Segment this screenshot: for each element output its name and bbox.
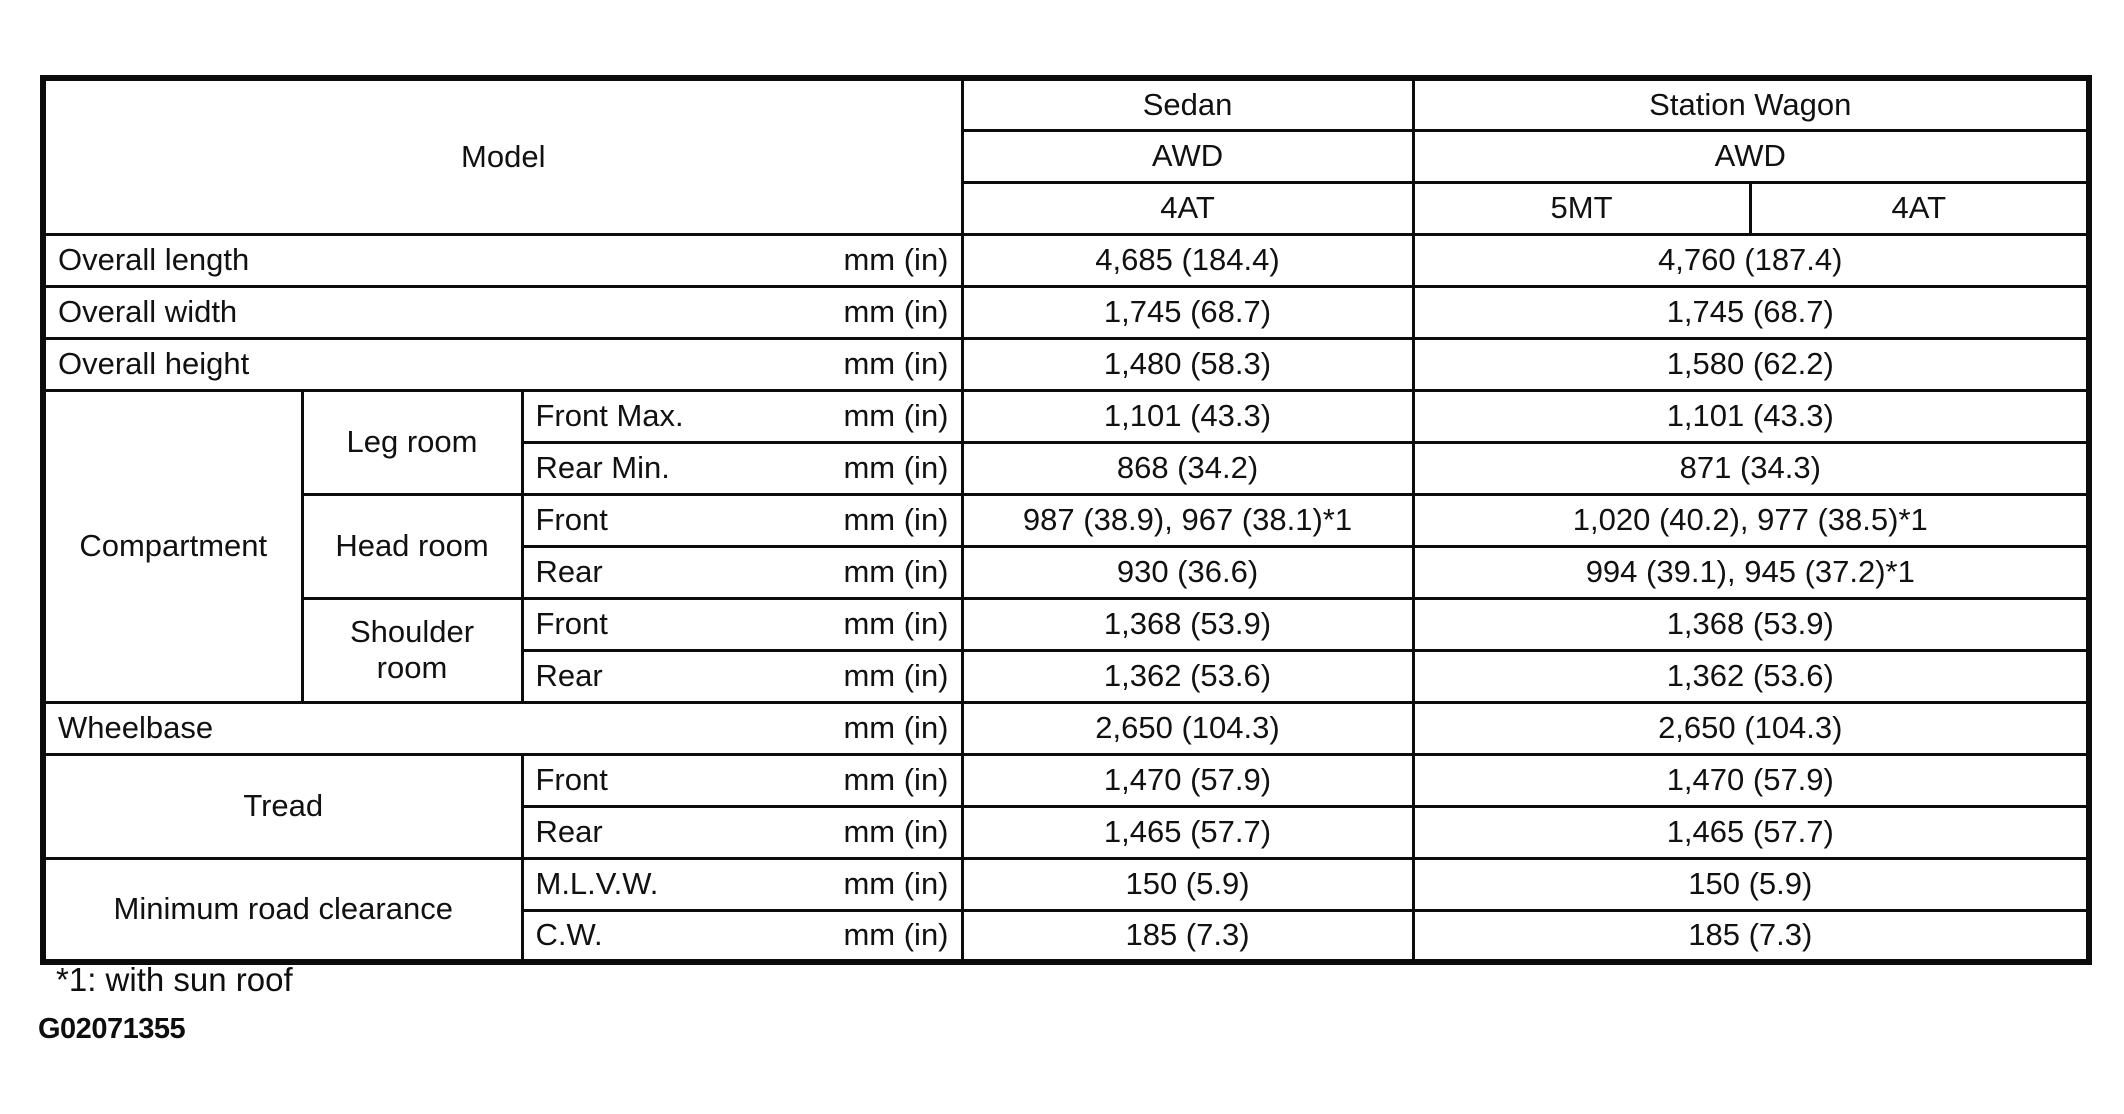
compartment-label-cell: Compartment xyxy=(43,390,302,702)
overall-height-sedan-value: 1,480 (58.3) xyxy=(962,338,1413,390)
overall-height-label: Overall height xyxy=(58,346,250,382)
row-tread-front xyxy=(43,754,2089,806)
wheelbase-sedan-value: 2,650 (104.3) xyxy=(962,702,1413,754)
shoulderroom-front-unit: mm (in) xyxy=(843,606,949,642)
overall-width-unit: mm (in) xyxy=(843,294,949,330)
sedan-header-cell: Sedan xyxy=(962,78,1413,130)
clearance-cw-unit: mm (in) xyxy=(843,917,949,953)
headroom-front-label-cell xyxy=(522,494,962,546)
row-headroom-front xyxy=(43,494,2089,546)
overall-length-label-cell xyxy=(43,234,962,286)
tread-front-unit: mm (in) xyxy=(843,762,949,798)
min-road-clearance-label-cell: Minimum road clearance xyxy=(43,858,522,962)
overall-height-label-cell xyxy=(43,338,962,390)
legroom-rear-sedan-value: 868 (34.2) xyxy=(962,442,1413,494)
legroom-front-label: Front Max. xyxy=(535,398,684,434)
headroom-rear-label-cell xyxy=(522,546,962,598)
overall-length-sedan-value: 4,685 (184.4) xyxy=(962,234,1413,286)
tread-front-label-cell xyxy=(522,754,962,806)
shoulderroom-rear-wagon-value: 1,362 (53.6) xyxy=(1413,650,2089,702)
row-clearance-mlvw xyxy=(43,858,2089,910)
tread-front-sedan-value: 1,470 (57.9) xyxy=(962,754,1413,806)
legroom-front-wagon-value: 1,101 (43.3) xyxy=(1413,390,2089,442)
tread-rear-unit: mm (in) xyxy=(843,814,949,850)
clearance-cw-sedan-value: 185 (7.3) xyxy=(962,910,1413,962)
headroom-rear-unit: mm (in) xyxy=(843,554,949,590)
shoulderroom-rear-label-cell xyxy=(522,650,962,702)
sedan-drivetrain-cell: AWD xyxy=(962,130,1413,182)
shoulderroom-rear-sedan-value: 1,362 (53.6) xyxy=(962,650,1413,702)
figure-code: G02071355 xyxy=(38,1013,186,1045)
row-overall-height xyxy=(43,338,2089,390)
overall-length-unit: mm (in) xyxy=(843,242,949,278)
clearance-cw-wagon-value: 185 (7.3) xyxy=(1413,910,2089,962)
shoulderroom-front-wagon-value: 1,368 (53.9) xyxy=(1413,598,2089,650)
row-legroom-front xyxy=(43,390,2089,442)
legroom-rear-unit: mm (in) xyxy=(843,450,949,486)
headroom-front-wagon-value: 1,020 (40.2), 977 (38.5)*1 xyxy=(1413,494,2089,546)
headroom-rear-label: Rear xyxy=(535,554,603,590)
shoulderroom-front-sedan-value: 1,368 (53.9) xyxy=(962,598,1413,650)
row-wheelbase xyxy=(43,702,2089,754)
wagon-drivetrain-cell: AWD xyxy=(1413,130,2089,182)
tread-front-wagon-value: 1,470 (57.9) xyxy=(1413,754,2089,806)
tread-label-cell: Tread xyxy=(43,754,522,858)
shoulderroom-rear-label: Rear xyxy=(535,658,603,694)
row-shoulderroom-front xyxy=(43,598,2089,650)
wagon-transmission-4at-cell: 4AT xyxy=(1750,182,2089,234)
wheelbase-label-cell xyxy=(43,702,962,754)
leg-room-label-cell: Leg room xyxy=(302,390,522,494)
overall-width-label: Overall width xyxy=(58,294,238,330)
legroom-rear-wagon-value: 871 (34.3) xyxy=(1413,442,2089,494)
clearance-mlvw-label-cell xyxy=(522,858,962,910)
overall-width-wagon-value: 1,745 (68.7) xyxy=(1413,286,2089,338)
shoulderroom-front-label-cell xyxy=(522,598,962,650)
clearance-mlvw-wagon-value: 150 (5.9) xyxy=(1413,858,2089,910)
headroom-front-label: Front xyxy=(535,502,608,538)
wheelbase-unit: mm (in) xyxy=(843,710,949,746)
wheelbase-label: Wheelbase xyxy=(58,710,214,746)
headroom-rear-sedan-value: 930 (36.6) xyxy=(962,546,1413,598)
row-overall-width xyxy=(43,286,2089,338)
legroom-rear-label-cell xyxy=(522,442,962,494)
shoulder-room-label-cell: Shoulder room xyxy=(302,598,522,702)
legroom-front-sedan-value: 1,101 (43.3) xyxy=(962,390,1413,442)
legroom-front-unit: mm (in) xyxy=(843,398,949,434)
overall-height-wagon-value: 1,580 (62.2) xyxy=(1413,338,2089,390)
legroom-front-label-cell xyxy=(522,390,962,442)
clearance-mlvw-sedan-value: 150 (5.9) xyxy=(962,858,1413,910)
sedan-transmission-cell: 4AT xyxy=(962,182,1413,234)
legroom-rear-label: Rear Min. xyxy=(535,450,670,486)
tread-rear-label: Rear xyxy=(535,814,603,850)
clearance-mlvw-label: M.L.V.W. xyxy=(535,866,659,902)
overall-length-label: Overall length xyxy=(58,242,250,278)
headroom-rear-wagon-value: 994 (39.1), 945 (37.2)*1 xyxy=(1413,546,2089,598)
overall-width-sedan-value: 1,745 (68.7) xyxy=(962,286,1413,338)
row-overall-length xyxy=(43,234,2089,286)
head-room-label-cell: Head room xyxy=(302,494,522,598)
clearance-cw-label-cell xyxy=(522,910,962,962)
headroom-front-sedan-value: 987 (38.9), 967 (38.1)*1 xyxy=(962,494,1413,546)
shoulderroom-rear-unit: mm (in) xyxy=(843,658,949,694)
shoulderroom-front-label: Front xyxy=(535,606,608,642)
overall-width-label-cell xyxy=(43,286,962,338)
overall-height-unit: mm (in) xyxy=(843,346,949,382)
wagon-transmission-5mt-cell: 5MT xyxy=(1413,182,1750,234)
tread-rear-label-cell xyxy=(522,806,962,858)
tread-rear-wagon-value: 1,465 (57.7) xyxy=(1413,806,2089,858)
station-wagon-header-cell: Station Wagon xyxy=(1413,78,2089,130)
wheelbase-wagon-value: 2,650 (104.3) xyxy=(1413,702,2089,754)
tread-rear-sedan-value: 1,465 (57.7) xyxy=(962,806,1413,858)
clearance-mlvw-unit: mm (in) xyxy=(843,866,949,902)
clearance-cw-label: C.W. xyxy=(535,917,603,953)
tread-front-label: Front xyxy=(535,762,608,798)
headroom-front-unit: mm (in) xyxy=(843,502,949,538)
model-header-cell: Model xyxy=(43,78,962,234)
overall-length-wagon-value: 4,760 (187.4) xyxy=(1413,234,2089,286)
header-row-model xyxy=(43,78,2089,130)
sunroof-footnote: *1: with sun roof xyxy=(56,961,293,998)
spec-table xyxy=(40,75,2092,965)
